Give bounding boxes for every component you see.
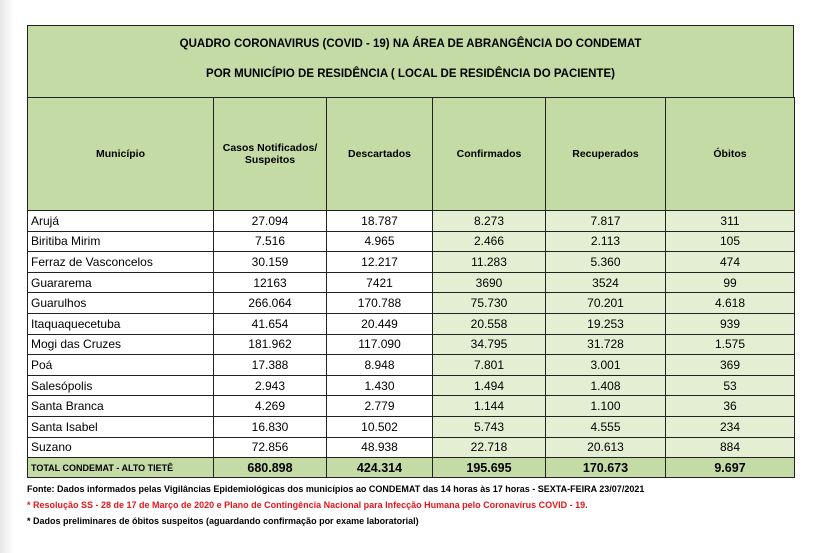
cell-confirmados: 75.730 (433, 293, 546, 314)
cell-notificados: 17.388 (214, 355, 327, 376)
cell-confirmados: 34.795 (433, 334, 546, 355)
cell-obitos: 939 (666, 313, 795, 334)
cell-municipio: Poá (28, 355, 214, 376)
cell-municipio: Salesópolis (28, 375, 214, 396)
report-title-box (27, 25, 794, 97)
header-recuperados: Recuperados (546, 98, 666, 211)
cell-notificados: 2.943 (214, 375, 327, 396)
cell-descartados: 170.788 (327, 293, 433, 314)
table-row (28, 231, 795, 252)
cell-obitos: 53 (666, 375, 795, 396)
total-recuperados: 170.673 (546, 458, 666, 478)
table-row (28, 252, 795, 273)
cell-notificados: 7.516 (214, 231, 327, 252)
cell-descartados: 18.787 (327, 211, 433, 232)
cell-notificados: 266.064 (214, 293, 327, 314)
cell-municipio: Suzano (28, 437, 214, 458)
cell-recuperados: 7.817 (546, 211, 666, 232)
table-row (28, 334, 795, 355)
table-row (28, 272, 795, 293)
cell-descartados: 117.090 (327, 334, 433, 355)
header-descartados: Descartados (327, 98, 433, 211)
total-label: TOTAL CONDEMAT - ALTO TIETÊ (28, 458, 214, 478)
table-row (28, 293, 795, 314)
cell-descartados: 2.779 (327, 396, 433, 417)
cell-municipio: Santa Isabel (28, 416, 214, 437)
cell-municipio: Itaquaquecetuba (28, 313, 214, 334)
cell-descartados: 1.430 (327, 375, 433, 396)
cell-notificados: 181.962 (214, 334, 327, 355)
header-notificados: Casos Notificados/ Suspeitos (214, 98, 327, 211)
cell-notificados: 72.856 (214, 437, 327, 458)
table-row (28, 355, 795, 376)
cell-municipio: Guarulhos (28, 293, 214, 314)
cell-obitos: 105 (666, 231, 795, 252)
total-row (28, 458, 795, 478)
table-row (28, 313, 795, 334)
cell-descartados: 48.938 (327, 437, 433, 458)
cell-descartados: 12.217 (327, 252, 433, 273)
cell-recuperados: 70.201 (546, 293, 666, 314)
cell-municipio: Biritiba Mirim (28, 231, 214, 252)
cell-notificados: 4.269 (214, 396, 327, 417)
total-confirmados: 195.695 (433, 458, 546, 478)
table-row (28, 416, 795, 437)
cell-obitos: 369 (666, 355, 795, 376)
total-notificados: 680.898 (214, 458, 327, 478)
cell-confirmados: 1.494 (433, 375, 546, 396)
cell-confirmados: 8.273 (433, 211, 546, 232)
cell-recuperados: 3.001 (546, 355, 666, 376)
cell-recuperados: 1.408 (546, 375, 666, 396)
cell-notificados: 30.159 (214, 252, 327, 273)
cell-recuperados: 5.360 (546, 252, 666, 273)
cell-recuperados: 3524 (546, 272, 666, 293)
covid-report-sheet (27, 25, 794, 529)
cell-notificados: 27.094 (214, 211, 327, 232)
cell-confirmados: 7.801 (433, 355, 546, 376)
cell-confirmados: 5.743 (433, 416, 546, 437)
covid-data-table (27, 97, 795, 478)
cell-municipio: Ferraz de Vasconcelos (28, 252, 214, 273)
cell-obitos: 884 (666, 437, 795, 458)
cell-confirmados: 1.144 (433, 396, 546, 417)
cell-municipio: Mogi das Cruzes (28, 334, 214, 355)
cell-recuperados: 4.555 (546, 416, 666, 437)
cell-confirmados: 11.283 (433, 252, 546, 273)
cell-notificados: 41.654 (214, 313, 327, 334)
page-edge-shadow (0, 0, 14, 553)
cell-descartados: 8.948 (327, 355, 433, 376)
cell-confirmados: 20.558 (433, 313, 546, 334)
cell-municipio: Santa Branca (28, 396, 214, 417)
cell-obitos: 234 (666, 416, 795, 437)
footnote-preliminary: * Dados preliminares de óbitos suspeitos (aguardando confirmação por exame laboratorial) (27, 516, 419, 527)
cell-descartados: 7421 (327, 272, 433, 293)
footnotes (27, 481, 794, 529)
cell-confirmados: 3690 (433, 272, 546, 293)
table-header-row (28, 98, 795, 211)
cell-municipio: Guararema (28, 272, 214, 293)
cell-obitos: 474 (666, 252, 795, 273)
report-title: QUADRO CORONAVIRUS (COVID - 19) NA ÁREA DE ABRANGÊNCIA DO CONDEMAT (179, 38, 642, 50)
cell-obitos: 4.618 (666, 293, 795, 314)
cell-notificados: 12163 (214, 272, 327, 293)
total-descartados: 424.314 (327, 458, 433, 478)
cell-recuperados: 2.113 (546, 231, 666, 252)
cell-notificados: 16.830 (214, 416, 327, 437)
report-subtitle: POR MUNICÍPIO DE RESIDÊNCIA ( LOCAL DE RESIDÊNCIA DO PACIENTE) (206, 68, 615, 80)
table-row (28, 211, 795, 232)
table-row (28, 437, 795, 458)
cell-recuperados: 1.100 (546, 396, 666, 417)
cell-descartados: 20.449 (327, 313, 433, 334)
header-confirmados: Confirmados (433, 98, 546, 211)
footnote-source: Fonte: Dados informados pelas Vigilâncias Epidemiológicas dos municípios ao CONDEMAT das 14 horas às 17 horas - SEXTA-FEIRA 23/07/2021 (27, 484, 645, 495)
cell-municipio: Arujá (28, 211, 214, 232)
total-obitos: 9.697 (666, 458, 795, 478)
header-municipio: Município (28, 98, 214, 211)
footnote-resolution: * Resolução SS - 28 de 17 de Março de 2020 e Plano de Contingência Nacional para Infecção Humana pelo Coronavírus COVID - 19. (27, 500, 588, 511)
cell-descartados: 10.502 (327, 416, 433, 437)
cell-confirmados: 2.466 (433, 231, 546, 252)
cell-obitos: 311 (666, 211, 795, 232)
cell-recuperados: 19.253 (546, 313, 666, 334)
cell-recuperados: 20.613 (546, 437, 666, 458)
cell-obitos: 1.575 (666, 334, 795, 355)
cell-obitos: 36 (666, 396, 795, 417)
table-row (28, 396, 795, 417)
cell-obitos: 99 (666, 272, 795, 293)
header-obitos: Óbitos (666, 98, 795, 211)
cell-confirmados: 22.718 (433, 437, 546, 458)
cell-descartados: 4.965 (327, 231, 433, 252)
table-row (28, 375, 795, 396)
cell-recuperados: 31.728 (546, 334, 666, 355)
